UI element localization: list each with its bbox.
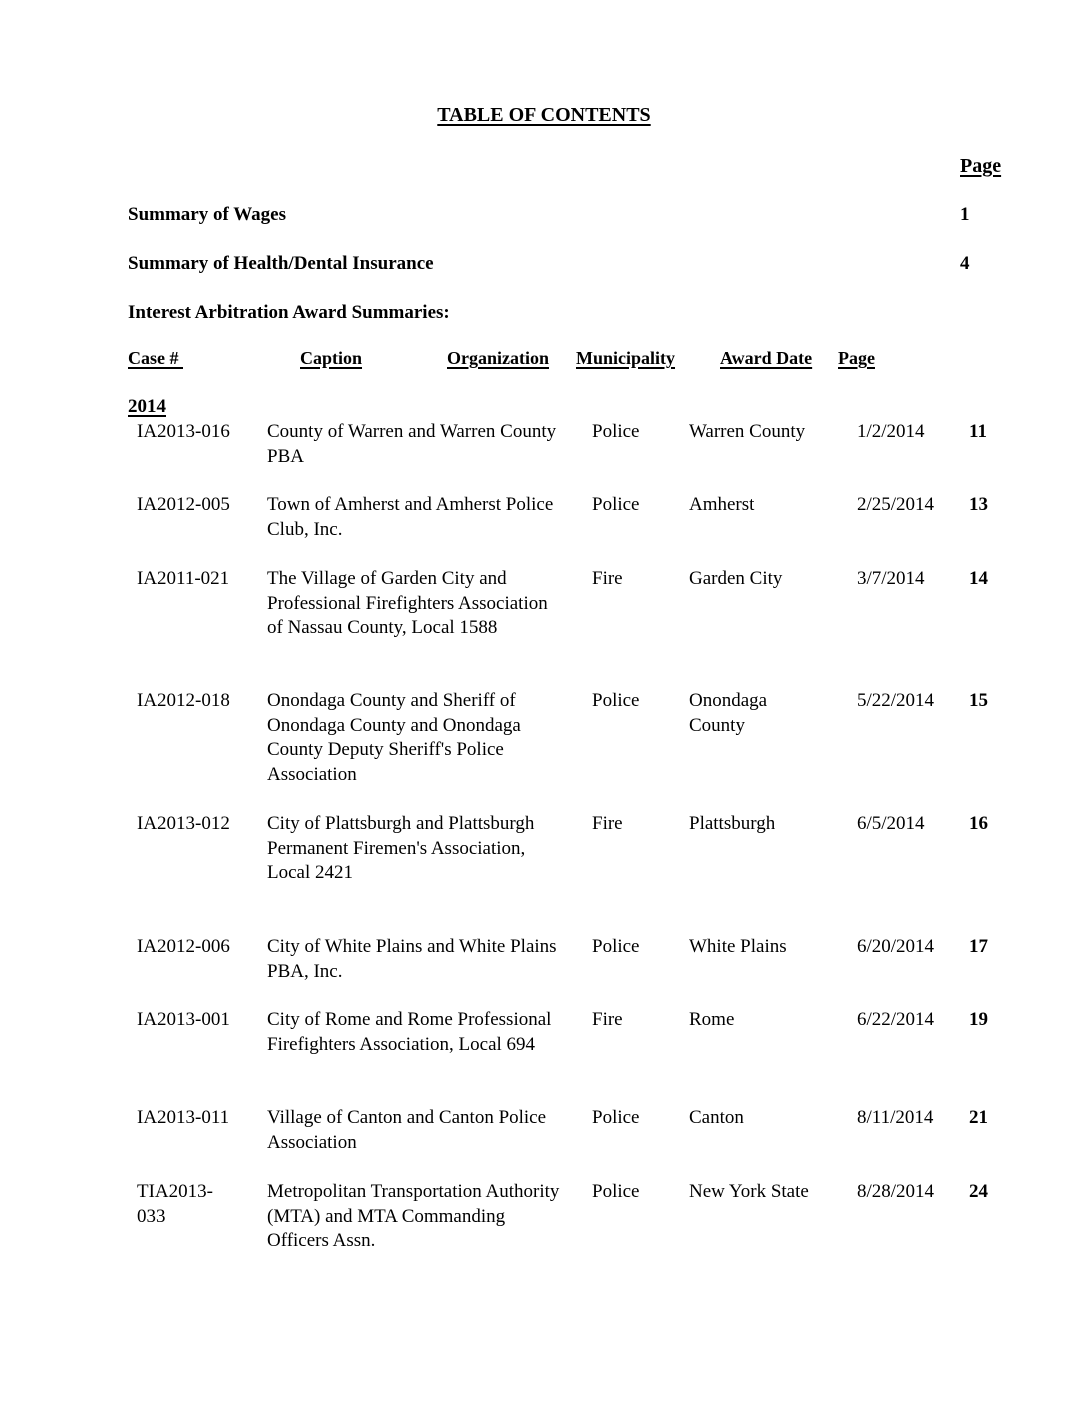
column-header-case: Case # <box>128 348 183 368</box>
award-date: 1/2/2014 <box>857 421 925 442</box>
municipality: Warren County <box>689 421 806 442</box>
caption: Village of Canton and Canton Police Association <box>267 1107 547 1153</box>
case-number: IA2013-016 <box>137 421 230 442</box>
award-date: 2/25/2014 <box>857 494 935 515</box>
page-number: 16 <box>969 813 988 834</box>
case-number: IA2012-006 <box>137 936 230 957</box>
toc-entry-page-number: 1 <box>960 204 970 225</box>
municipality: White Plains <box>689 936 787 957</box>
caption: The Village of Garden City and Professional Firefighters Association of Nassau County, Local 1588 <box>267 568 548 638</box>
column-header-municipality: Municipality <box>576 348 676 368</box>
municipality: Canton <box>689 1107 744 1128</box>
caption: County of Warren and Warren County PBA <box>267 421 557 467</box>
municipality: Plattsburgh <box>689 813 776 834</box>
award-date: 6/5/2014 <box>857 813 925 834</box>
caption: City of Rome and Rome Professional Firefighters Association, Local 694 <box>267 1009 552 1055</box>
caption: Metropolitan Transportation Authority (MTA) and MTA Commanding Officers Assn. <box>267 1181 560 1251</box>
award-date: 3/7/2014 <box>857 568 925 589</box>
page-number: 14 <box>969 568 988 589</box>
organization: Police <box>592 1181 640 1202</box>
municipality: Garden City <box>689 568 783 589</box>
page-title: TABLE OF CONTENTS <box>437 104 651 126</box>
case-number: TIA2013-033 <box>137 1181 213 1227</box>
toc-entry-health-dental: Summary of Health/Dental Insurance <box>128 253 434 274</box>
page-number: 21 <box>969 1107 988 1128</box>
case-number: IA2011-021 <box>137 568 230 589</box>
award-date: 8/28/2014 <box>857 1181 935 1202</box>
organization: Fire <box>592 813 623 834</box>
award-date: 8/11/2014 <box>857 1107 934 1128</box>
award-date: 6/20/2014 <box>857 936 935 957</box>
page-number: 15 <box>969 690 988 711</box>
caption: City of White Plains and White Plains PBA, Inc. <box>267 936 557 982</box>
caption: City of Plattsburgh and Plattsburgh Permanent Firemen's Association, Local 2421 <box>267 813 535 883</box>
page-column-header: Page <box>960 155 1002 177</box>
award-date: 5/22/2014 <box>857 690 935 711</box>
organization: Fire <box>592 568 623 589</box>
year-heading: 2014 <box>128 396 166 417</box>
municipality: Onondaga County <box>689 690 768 736</box>
caption: Onondaga County and Sheriff of Onondaga County and Onondaga County Deputy Sheriff's Police Association <box>267 690 521 785</box>
column-header-caption: Caption <box>300 348 363 368</box>
case-number: IA2012-018 <box>137 690 230 711</box>
organization: Police <box>592 690 640 711</box>
column-header-organization: Organization <box>447 348 549 368</box>
case-number: IA2013-001 <box>137 1009 230 1030</box>
organization: Police <box>592 494 640 515</box>
page-number: 11 <box>969 421 987 442</box>
municipality: Amherst <box>689 494 755 515</box>
column-header-award-date: Award Date <box>720 348 813 368</box>
column-header-page: Page <box>838 348 875 368</box>
page-number: 13 <box>969 494 988 515</box>
case-number: IA2013-012 <box>137 813 230 834</box>
organization: Police <box>592 421 640 442</box>
page-number: 17 <box>969 936 988 957</box>
municipality: New York State <box>689 1181 809 1202</box>
award-date: 6/22/2014 <box>857 1009 935 1030</box>
toc-entry-summary-of-wages: Summary of Wages <box>128 204 286 225</box>
organization: Fire <box>592 1009 623 1030</box>
organization: Police <box>592 936 640 957</box>
page-number: 19 <box>969 1009 988 1030</box>
page-number: 24 <box>969 1181 988 1202</box>
caption: Town of Amherst and Amherst Police Club, Inc. <box>267 494 554 540</box>
municipality: Rome <box>689 1009 735 1030</box>
toc-section-award-summaries: Interest Arbitration Award Summaries: <box>128 302 450 323</box>
case-number: IA2013-011 <box>137 1107 230 1128</box>
organization: Police <box>592 1107 640 1128</box>
case-number: IA2012-005 <box>137 494 230 515</box>
toc-entry-page-number: 4 <box>960 253 970 274</box>
